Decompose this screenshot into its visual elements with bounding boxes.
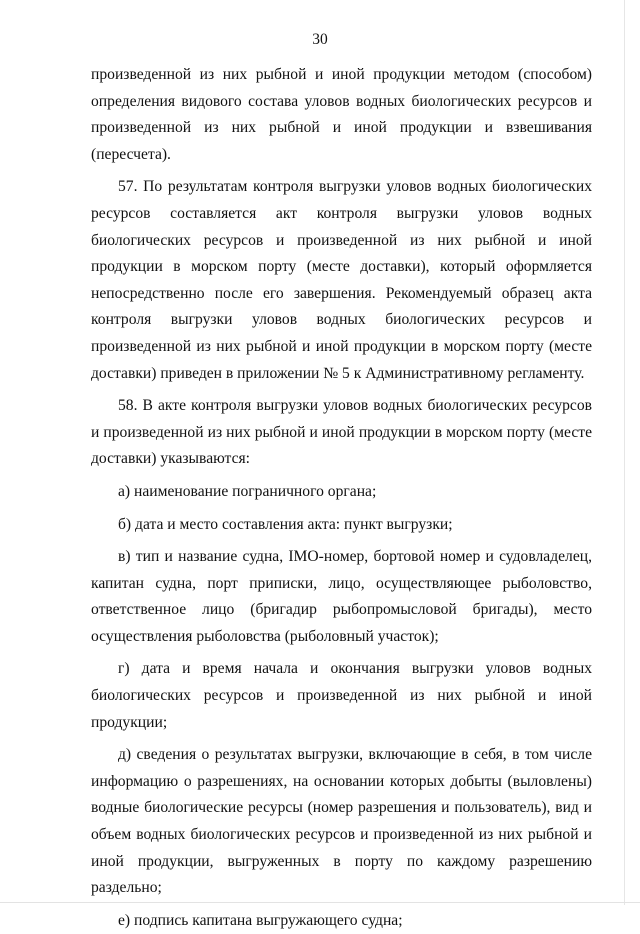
page-number: 30 — [312, 31, 328, 48]
list-item-d: д) сведения о результатах выгрузки, включающие в себя, в том числе информацию о разрешениях, на основании которых добыты (выловлены) водные биологические ресурсы (номер разрешения и пользователь), вид и объем водных биологических ресурсов и произведенной из них рыбной и иной продукции, выгруженных в порту по каждому разрешению раздельно; — [91, 746, 592, 897]
list-item-v: в) тип и название судна, IMO-номер, бортовой номер и судовладелец, капитан судна, порт приписки, лицо, осуществляющее рыболовство, ответственное лицо (бригадир рыбопромысловой бригады), место осуществления рыболовства (рыболовный участок); — [91, 548, 592, 645]
list-item-a: а) наименование пограничного органа; — [118, 482, 377, 500]
scan-edge-line — [624, 0, 625, 905]
paragraph-57: 57. По результатам контроля выгрузки уловов водных биологических ресурсов составляется акт контроля выгрузки уловов водных биологических ресурсов и произведенной из них рыбной и иной продукции в морском порту (месте доставки), который оформляется непосредственно после его завершения. Рекомендуемый образец акта контроля выгрузки уловов водных биологических ресурсов и произведенной из них рыбной и иной продукции в морском порту (месте доставки) приведен в приложении № 5 к Административному регламенту. — [91, 178, 592, 382]
list-item-e: е) подпись капитана выгружающего судна; — [118, 911, 403, 929]
scan-bottom-line — [0, 902, 640, 903]
document-body — [91, 62, 592, 934]
paragraph-58: 58. В акте контроля выгрузки уловов водных биологических ресурсов и произведенной из них рыбной и иной продукции в морском порту (месте доставки) указываются: — [91, 397, 592, 468]
list-item-b: б) дата и место составления акта: пункт выгрузки; — [118, 515, 453, 533]
paragraph-continuation: произведенной из них рыбной и иной продукции методом (способом) определения видового состава уловов водных биологических ресурсов и произведенной из них рыбной и иной продукции и взвешивания (пересчета). — [91, 66, 592, 163]
list-item-g: г) дата и время начала и окончания выгрузки уловов водных биологических ресурсов и произведенной из них рыбной и иной продукции; — [91, 660, 592, 731]
